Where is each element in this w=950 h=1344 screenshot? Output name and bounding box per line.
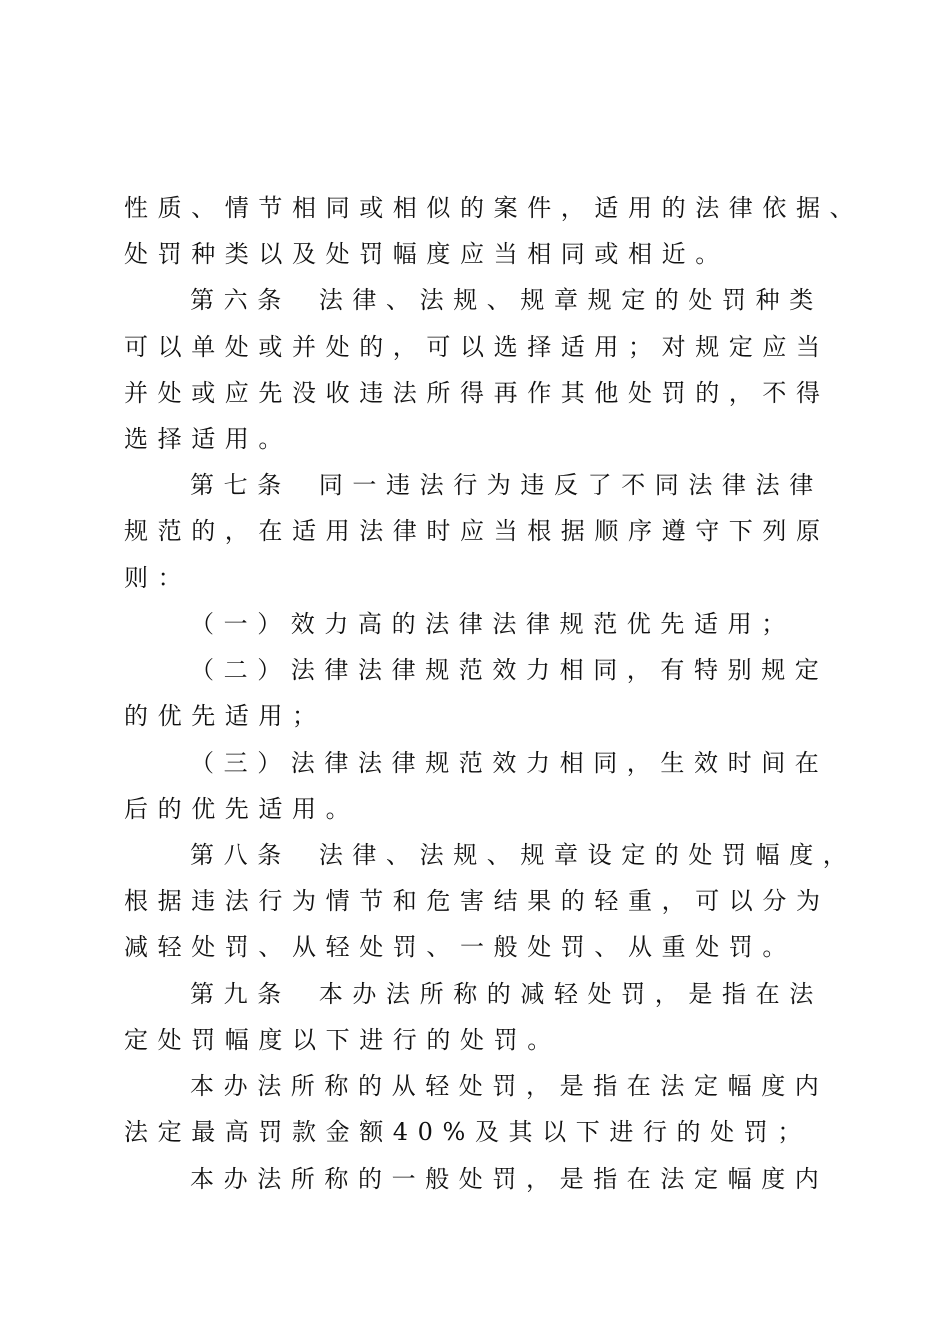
article-7-heading: 第七条	[190, 471, 291, 499]
text-line: 定处罚幅度以下进行的处罚。	[124, 1026, 561, 1054]
text-line: 法定最高罚款金额40%及其以下进行的处罚；	[124, 1118, 811, 1146]
text-line: 则：	[124, 564, 192, 592]
article-7-text: 同一违法行为违反了不同法律法律	[318, 471, 823, 499]
article-7-line	[190, 470, 823, 500]
text-line: 本办法所称的一般处罚，是指在法定幅度内	[190, 1165, 829, 1193]
text-line: 本办法所称的从轻处罚，是指在法定幅度内	[190, 1072, 829, 1100]
text-line: 的优先适用；	[124, 702, 326, 730]
text-line: 处罚种类以及处罚幅度应当相同或相近。	[124, 240, 729, 268]
article-6-heading: 第六条	[190, 286, 291, 314]
text-line: 后的优先适用。	[124, 795, 360, 823]
text-line: 根据违法行为情节和危害结果的轻重，可以分为	[124, 887, 830, 915]
text-line: 规范的，在适用法律时应当根据顺序遵守下列原	[124, 517, 830, 545]
list-item: （二）法律法律规范效力相同，有特别规定	[190, 656, 829, 684]
text-line: 可以单处或并处的，可以选择适用；对规定应当	[124, 333, 830, 361]
article-9-line	[190, 979, 823, 1009]
article-8-heading: 第八条	[190, 841, 291, 869]
article-6-line	[190, 285, 823, 315]
article-8-text: 法律、法规、规章设定的处罚幅度，	[318, 841, 857, 869]
article-6-text: 法律、法规、规章规定的处罚种类	[318, 286, 823, 314]
article-8-line	[190, 840, 856, 870]
article-9-text: 本办法所称的减轻处罚，是指在法	[318, 980, 823, 1008]
text-line: 选择适用。	[124, 425, 292, 453]
text-line: 并处或应先没收违法所得再作其他处罚的，不得	[124, 379, 830, 407]
text-line: 性质、情节相同或相似的案件，适用的法律依据、	[124, 194, 864, 222]
text-line: 减轻处罚、从轻处罚、一般处罚、从重处罚。	[124, 933, 796, 961]
list-item: （三）法律法律规范效力相同，生效时间在	[190, 749, 829, 777]
article-9-heading: 第九条	[190, 980, 291, 1008]
list-item: （一）效力高的法律法律规范优先适用；	[190, 610, 795, 638]
